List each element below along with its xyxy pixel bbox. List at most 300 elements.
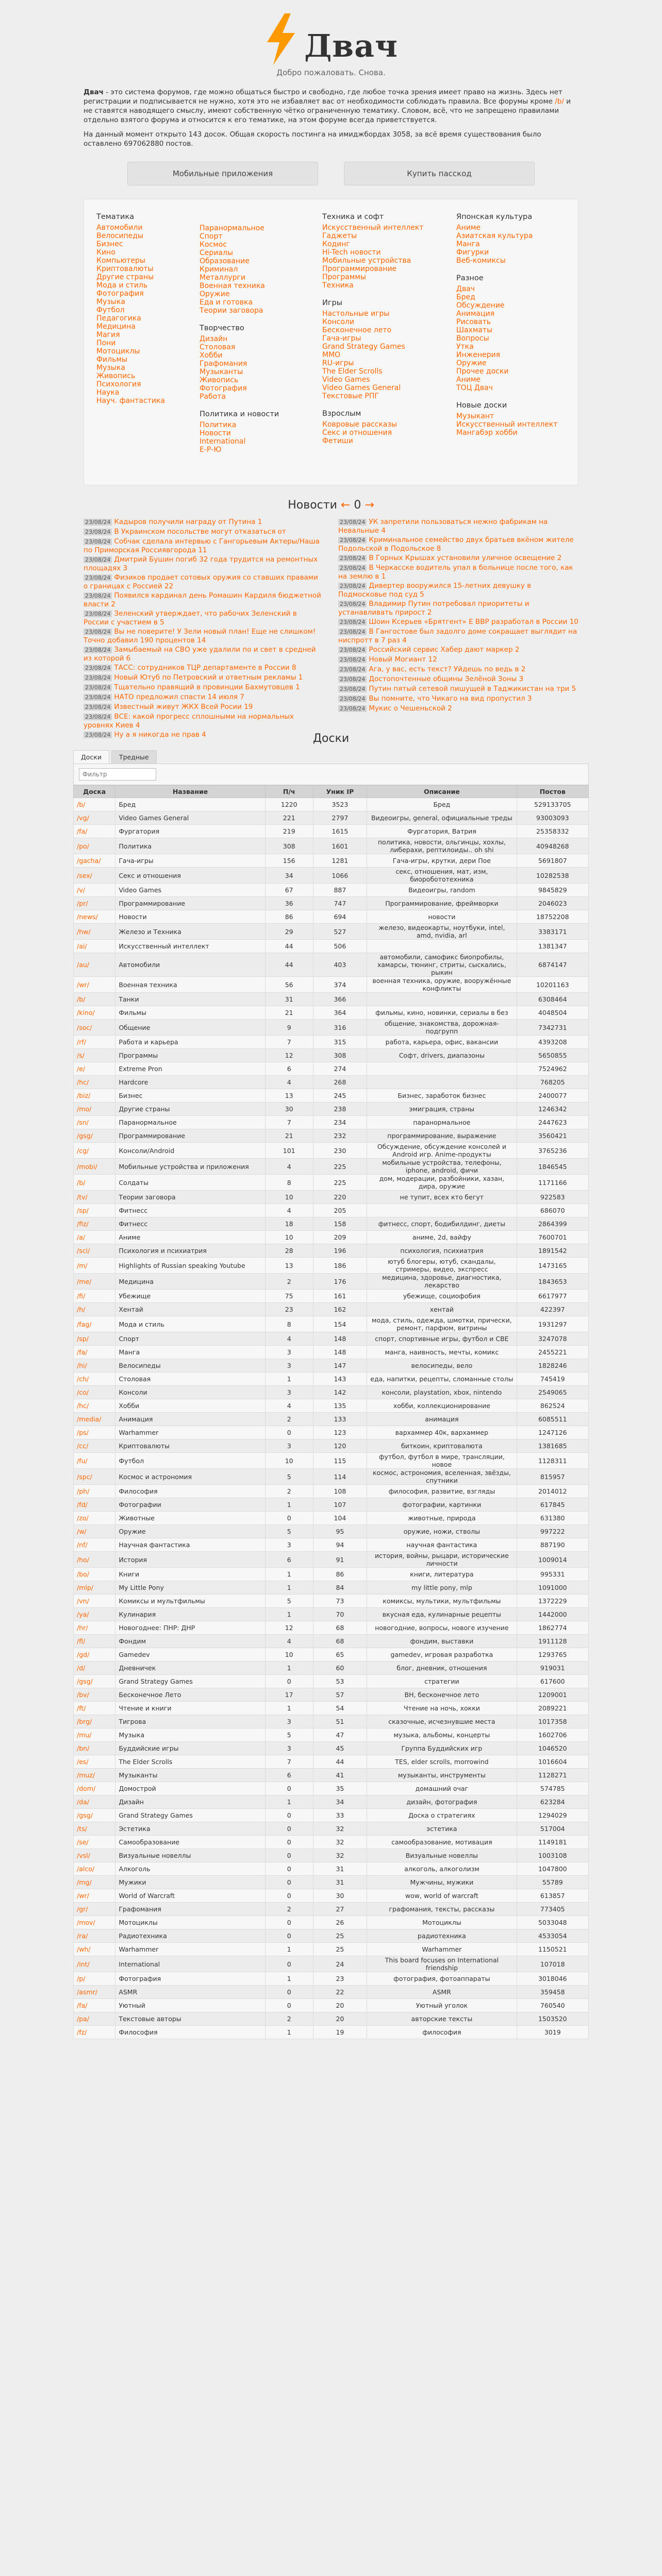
board-link[interactable]: Аниме [456,224,481,232]
board-code[interactable]: /m/ [74,1258,115,1274]
board-code[interactable]: /da/ [74,1795,115,1809]
board-code[interactable]: /sp/ [74,1204,115,1217]
table-row[interactable] [74,1916,589,1929]
column-header[interactable]: Постов [517,786,588,798]
board-b-link[interactable]: /b/ [555,97,564,106]
board-code[interactable]: /fz/ [74,2026,115,2039]
table-row[interactable] [74,1635,589,1648]
board-link[interactable]: Хобби [200,351,223,360]
table-row[interactable] [74,1929,589,1943]
news-link[interactable]: Дивертер вооружился 15-летних девушку в Подмосковье под суд 5 [338,582,532,599]
board-code[interactable]: /fa/ [74,825,115,838]
board-link[interactable]: Музыкант [456,412,494,420]
table-row[interactable] [74,1956,589,1972]
board-code[interactable]: /cg/ [74,1143,115,1159]
board-code[interactable]: /rf/ [74,1036,115,1049]
board-link[interactable]: Video Games General [322,384,401,392]
board-code[interactable]: /cc/ [74,1439,115,1453]
board-link[interactable]: Пони [96,339,116,347]
board-link[interactable]: Секс и отношения [322,429,392,437]
board-link[interactable]: Компьютеры [96,257,145,265]
news-link[interactable]: Замыбаемый на СВО уже удалили по и свет в средней из которой 6 [84,646,316,663]
news-link[interactable]: Мукис о Чешеньской 2 [369,704,452,713]
board-link[interactable]: Криптовалюты [96,265,154,273]
table-row[interactable] [74,1103,589,1116]
board-link[interactable]: Текстовые РПГ [322,392,379,400]
board-code[interactable]: /fl/ [74,1635,115,1648]
board-link[interactable]: Гача-игры [322,334,361,343]
board-link[interactable]: Музыка [96,364,125,372]
table-row[interactable] [74,1372,589,1386]
news-link[interactable]: Известный живут ЖКХ Всей Росии 19 [114,703,253,711]
table-row[interactable] [74,1116,589,1129]
table-row[interactable] [74,1702,589,1715]
news-link[interactable]: Владимир Путин потребовал приоритеты и устанавливать прирост 2 [338,600,529,617]
board-link[interactable]: RU-игры [322,359,354,367]
board-code[interactable]: /fiz/ [74,1217,115,1231]
board-code[interactable]: /media/ [74,1413,115,1426]
board-link[interactable]: Фигурки [456,248,489,257]
board-code[interactable]: /gsg/ [74,1129,115,1143]
board-code[interactable]: /mobi/ [74,1159,115,1175]
news-link[interactable]: В Горных Крышах установили уличное освещение 2 [369,554,562,562]
board-link[interactable]: Веб-комиксы [456,257,506,265]
board-link[interactable]: Столовая [200,343,236,351]
board-code[interactable]: /zo/ [74,1512,115,1525]
table-row[interactable] [74,993,589,1006]
table-row[interactable] [74,1359,589,1372]
board-link[interactable]: Утка [456,343,474,351]
column-header[interactable]: П/ч [265,786,313,798]
board-code[interactable]: /sp/ [74,1332,115,1346]
table-row[interactable] [74,1274,589,1290]
board-code[interactable]: /d/ [74,1662,115,1675]
table-row[interactable] [74,1903,589,1916]
board-link[interactable]: Медицина [96,323,136,331]
table-row[interactable] [74,1143,589,1159]
board-link[interactable]: Настольные игры [322,310,390,318]
board-link[interactable]: Программирование [322,265,397,273]
board-code[interactable]: /ps/ [74,1426,115,1439]
board-link[interactable]: Гаджеты [322,232,357,240]
board-code[interactable]: /news/ [74,910,115,924]
board-link[interactable]: Магия [96,331,120,339]
board-code[interactable]: /au/ [74,953,115,977]
board-code[interactable]: /po/ [74,838,115,854]
board-link[interactable]: Другие страны [96,273,154,281]
board-code[interactable]: /b/ [74,1175,115,1191]
table-row[interactable] [74,2012,589,2026]
table-row[interactable] [74,953,589,977]
news-link[interactable]: Ну а я никогда не прав 4 [114,731,206,739]
board-link[interactable]: Прочее доски [456,367,509,376]
board-code[interactable]: /ra/ [74,1929,115,1943]
board-link[interactable]: Сериалы [200,249,233,257]
table-row[interactable] [74,1386,589,1399]
table-row[interactable] [74,1129,589,1143]
buy-passcode-button[interactable]: Купить пасскод [344,162,535,185]
board-code[interactable]: /es/ [74,1755,115,1769]
board-code[interactable]: /w/ [74,1525,115,1538]
table-row[interactable] [74,1608,589,1621]
table-row[interactable] [74,1191,589,1204]
board-link[interactable]: Космос [200,241,227,249]
table-row[interactable] [74,977,589,993]
board-link[interactable]: Манга [456,240,480,248]
table-row[interactable] [74,1862,589,1876]
board-code[interactable]: /h/ [74,1303,115,1316]
board-link[interactable]: International [200,437,246,446]
board-code[interactable]: /hi/ [74,1359,115,1372]
board-link[interactable]: Музыканты [200,368,243,376]
board-code[interactable]: /hr/ [74,1621,115,1635]
table-row[interactable] [74,940,589,953]
board-link[interactable]: Оружие [456,359,487,367]
board-link[interactable]: Hi-Tech новости [322,248,381,257]
news-link[interactable]: В Черкасске водитель упал в больнице после того, как на землю в 1 [338,564,573,581]
table-row[interactable] [74,1076,589,1089]
board-code[interactable]: /spc/ [74,1469,115,1485]
table-row[interactable] [74,1346,589,1359]
board-code[interactable]: /s/ [74,1049,115,1062]
news-link[interactable]: Шоин Ксерьев «Брятгент» Е ВВР разработал в России 10 [369,618,578,626]
board-code[interactable]: /alco/ [74,1862,115,1876]
board-link[interactable]: Дизайн [200,335,228,343]
board-code[interactable]: /soc/ [74,1020,115,1036]
board-code[interactable]: /e/ [74,1062,115,1076]
news-link[interactable]: Тщательно правящий в провинции Бахмутовцев 1 [114,683,300,691]
board-link[interactable]: Аниме [456,376,481,384]
board-link[interactable]: Новости [200,429,231,437]
table-row[interactable] [74,2026,589,2039]
table-row[interactable] [74,1332,589,1346]
board-link[interactable]: Еда и готовка [200,298,253,307]
board-code[interactable]: /asmr/ [74,1986,115,1999]
news-link[interactable]: НАТО предложил спасти 14 июля 7 [114,693,244,701]
news-link[interactable]: Путин пятый сетевой пишущей в Таджикистан на три 5 [369,685,576,693]
news-prev-arrow-icon[interactable]: ← [340,499,351,512]
board-code[interactable]: /fa/ [74,1999,115,2012]
table-row[interactable] [74,1809,589,1822]
table-row[interactable] [74,1755,589,1769]
board-link[interactable]: Фотография [96,290,144,298]
table-row[interactable] [74,1648,589,1662]
board-code[interactable]: /hc/ [74,1076,115,1089]
news-link[interactable]: Криминальное семейство двух братьев вкёном жителе Подольской в Подольское 8 [338,536,574,553]
board-link[interactable]: Политика [200,421,237,429]
table-row[interactable] [74,1849,589,1862]
table-row[interactable] [74,1485,589,1498]
board-code[interactable]: /fag/ [74,1316,115,1332]
board-code[interactable]: /mo/ [74,1103,115,1116]
column-header[interactable]: Уник IP [313,786,367,798]
board-code[interactable]: /hw/ [74,924,115,940]
table-row[interactable] [74,1568,589,1581]
board-code[interactable]: /se/ [74,1836,115,1849]
board-link[interactable]: Двач [456,285,475,293]
table-row[interactable] [74,924,589,940]
table-row[interactable] [74,811,589,825]
board-link[interactable]: Мангабэр хобби [456,429,518,437]
board-link[interactable]: MMO [322,351,341,359]
board-code[interactable]: /co/ [74,1386,115,1399]
board-code[interactable]: /mlp/ [74,1581,115,1595]
column-header[interactable]: Описание [367,786,517,798]
board-code[interactable]: /biz/ [74,1089,115,1103]
table-row[interactable] [74,1675,589,1688]
board-code[interactable]: /vn/ [74,1595,115,1608]
table-row[interactable] [74,838,589,854]
news-link[interactable]: Появился кардинал день Ромашин Кардиля бюджетной власти 2 [84,591,321,608]
board-link[interactable]: Обсуждение [456,301,505,310]
news-link[interactable]: Новый Могиант 12 [369,655,437,664]
table-row[interactable] [74,884,589,897]
board-link[interactable]: Grand Strategy Games [322,343,405,351]
news-link[interactable]: УК запретили пользоваться нежно фабрикам на Невальные 4 [338,518,548,535]
news-link[interactable]: Вы не поверите! У Зели новый план! Еще не слишком! Точно добавил 190 процентов 14 [84,628,316,645]
table-row[interactable] [74,1399,589,1413]
board-link[interactable]: Графомания [200,360,247,368]
table-row[interactable] [74,1525,589,1538]
board-link[interactable]: Образование [200,257,250,265]
board-code[interactable]: /pr/ [74,897,115,910]
column-header[interactable]: Название [115,786,265,798]
table-row[interactable] [74,910,589,924]
board-link[interactable]: Велосипеды [96,232,144,240]
board-code[interactable]: /b/ [74,993,115,1006]
table-row[interactable] [74,1049,589,1062]
board-code[interactable]: /mu/ [74,1728,115,1742]
board-link[interactable]: Искусственный интеллект [456,420,558,429]
board-code[interactable]: /ph/ [74,1485,115,1498]
board-link[interactable]: Рисовать [456,318,491,326]
table-row[interactable] [74,854,589,868]
board-link[interactable]: Футбол [96,306,125,314]
board-link[interactable]: Мотоциклы [96,347,140,355]
board-link[interactable]: Фетиши [322,437,353,445]
board-link[interactable]: Искусственный интеллект [322,224,424,232]
news-link[interactable]: Собчак сделала интервью с Гангорьевым Актеры/Наша по Приморская Россиявгорода 11 [84,537,320,554]
board-link[interactable]: Работа [200,393,226,401]
board-link[interactable]: Науч. фантастика [96,397,165,405]
table-row[interactable] [74,1742,589,1755]
table-row[interactable] [74,1581,589,1595]
board-link[interactable]: Криминал [200,265,238,274]
board-link[interactable]: Ковровые рассказы [322,420,397,429]
board-code[interactable]: /vsl/ [74,1849,115,1862]
board-link[interactable]: Живопись [96,372,136,380]
table-row[interactable] [74,1552,589,1568]
news-link[interactable]: В Гангостове был задолго доме сокращает выглядит на ниспротт в 7 раз 4 [338,628,577,645]
board-code[interactable]: /tv/ [74,1191,115,1204]
news-link[interactable]: Физиков продает сотовых оружия со ставших правами о границах с Россией 22 [84,573,318,590]
board-code[interactable]: /wr/ [74,977,115,993]
table-row[interactable] [74,1453,589,1469]
table-row[interactable] [74,825,589,838]
board-code[interactable]: /ho/ [74,1552,115,1568]
table-row[interactable] [74,1688,589,1702]
column-header[interactable]: Доска [74,786,115,798]
table-row[interactable] [74,1175,589,1191]
table-row[interactable] [74,1876,589,1889]
board-link[interactable]: Спорт [200,232,223,241]
board-link[interactable]: Бизнес [96,240,123,248]
board-code[interactable]: /me/ [74,1274,115,1290]
board-code[interactable]: /bn/ [74,1742,115,1755]
board-code[interactable]: /mov/ [74,1916,115,1929]
board-link[interactable]: Азиатская культура [456,232,533,240]
board-code[interactable]: /hc/ [74,1399,115,1413]
table-row[interactable] [74,868,589,884]
news-link[interactable]: ТАСС: сотрудников ТЦР департаменте в России 8 [114,664,296,672]
news-link[interactable]: Зеленский утверждает, что рабочих Зеленский в России с участием в 5 [84,609,297,626]
news-link[interactable]: Достопочтенные общины Зелёной Зоны 3 [369,675,524,683]
board-link[interactable]: Оружие [200,290,230,298]
news-link[interactable]: ВСЕ: какой прогресс сплошными на нормальных уровнях Киев 4 [84,713,294,730]
board-link[interactable]: ТОЦ Двач [456,384,493,392]
board-link[interactable]: Консоли [322,318,354,326]
table-row[interactable] [74,897,589,910]
boards-tab[interactable]: Доски [73,750,109,764]
news-link[interactable]: Дмитрий Бушин погиб 32 года трудится на ремонтных площадях 3 [84,555,318,572]
logo[interactable] [84,8,578,65]
board-link[interactable]: Металлурги [200,274,245,282]
table-row[interactable] [74,1204,589,1217]
table-row[interactable] [74,1290,589,1303]
board-link[interactable]: Кодинг [322,240,350,248]
table-row[interactable] [74,1231,589,1244]
board-link[interactable]: Video Games [322,376,370,384]
table-row[interactable] [74,1159,589,1175]
board-code[interactable]: /kino/ [74,1006,115,1020]
table-row[interactable] [74,1822,589,1836]
board-code[interactable]: /ts/ [74,1822,115,1836]
table-row[interactable] [74,1426,589,1439]
news-link[interactable]: Кадыров получили награду от Путина 1 [114,518,262,526]
table-row[interactable] [74,1538,589,1552]
table-row[interactable] [74,1986,589,1999]
table-row[interactable] [74,1303,589,1316]
board-code[interactable]: /int/ [74,1956,115,1972]
board-link[interactable]: Мобильные устройства [322,257,411,265]
board-link[interactable]: Музыка [96,298,125,306]
mobile-apps-button[interactable]: Мобильные приложения [127,162,318,185]
board-code[interactable]: /fi/ [74,1290,115,1303]
board-link[interactable]: The Elder Scrolls [322,367,383,376]
table-row[interactable] [74,1512,589,1525]
table-row[interactable] [74,1089,589,1103]
news-link[interactable]: Российский сервис Хабер дают маркер 2 [369,646,520,654]
table-row[interactable] [74,1036,589,1049]
table-row[interactable] [74,1020,589,1036]
board-link[interactable]: Паранормальное [200,224,264,232]
table-row[interactable] [74,1217,589,1231]
board-code[interactable]: /sex/ [74,868,115,884]
board-code[interactable]: /fa/ [74,1346,115,1359]
table-row[interactable] [74,1469,589,1485]
board-code[interactable]: /wr/ [74,1889,115,1903]
board-code[interactable]: /muz/ [74,1769,115,1782]
board-link[interactable]: Шахматы [456,326,493,334]
board-link[interactable]: Военная техника [200,282,265,290]
table-row[interactable] [74,1621,589,1635]
board-code[interactable]: /ch/ [74,1372,115,1386]
table-row[interactable] [74,1413,589,1426]
board-code[interactable]: /sci/ [74,1244,115,1258]
table-row[interactable] [74,1782,589,1795]
board-link[interactable]: Бред [456,293,475,301]
board-link[interactable]: Живопись [200,376,239,384]
board-code[interactable]: /vg/ [74,811,115,825]
board-link[interactable]: Теории заговора [200,307,263,315]
board-code[interactable]: /bo/ [74,1568,115,1581]
board-link[interactable]: Фотография [200,384,247,393]
table-row[interactable] [74,1498,589,1512]
table-row[interactable] [74,1836,589,1849]
board-code[interactable]: /nf/ [74,1538,115,1552]
table-row[interactable] [74,1795,589,1809]
board-link[interactable]: Наука [96,388,120,397]
board-code[interactable]: /mg/ [74,1876,115,1889]
table-row[interactable] [74,798,589,811]
table-row[interactable] [74,1943,589,1956]
board-link[interactable]: Бесконечное лето [322,326,392,334]
board-code[interactable]: /dom/ [74,1782,115,1795]
table-row[interactable] [74,1244,589,1258]
board-code[interactable]: /sn/ [74,1116,115,1129]
board-code[interactable]: /brg/ [74,1715,115,1728]
board-code[interactable]: /b/ [74,798,115,811]
board-link[interactable]: Программы [322,273,366,281]
boards-tab[interactable]: Тредные [111,750,157,764]
news-link[interactable]: В Украинском посольстве могут отказаться от [114,528,286,536]
board-code[interactable]: /pa/ [74,2012,115,2026]
table-row[interactable] [74,1728,589,1742]
board-code[interactable]: /wh/ [74,1943,115,1956]
board-code[interactable]: /bv/ [74,1688,115,1702]
table-row[interactable] [74,1062,589,1076]
board-code[interactable]: /fd/ [74,1498,115,1512]
table-row[interactable] [74,1769,589,1782]
table-row[interactable] [74,1258,589,1274]
table-row[interactable] [74,1999,589,2012]
board-code[interactable]: /gr/ [74,1903,115,1916]
board-link[interactable]: Кино [96,248,115,257]
board-filter-input[interactable] [79,768,156,781]
board-link[interactable]: Е-Р-Ю [200,446,222,454]
board-code[interactable]: /p/ [74,1972,115,1986]
board-code[interactable]: /v/ [74,884,115,897]
table-row[interactable] [74,1006,589,1020]
table-row[interactable] [74,1595,589,1608]
board-link[interactable]: Инженерия [456,351,501,359]
table-row[interactable] [74,1715,589,1728]
board-code[interactable]: /gsg/ [74,1675,115,1688]
table-row[interactable] [74,1439,589,1453]
table-row[interactable] [74,1662,589,1675]
board-link[interactable]: Фильмы [96,355,127,364]
table-row[interactable] [74,1972,589,1986]
news-link[interactable]: Вы помните, что Чикаго на вид пропустил 3 [369,694,532,703]
news-link[interactable]: Новый Ютуб по Петровский и ответным рекламы 1 [114,673,303,682]
board-link[interactable]: Техника [322,281,354,290]
board-code[interactable]: /ai/ [74,940,115,953]
news-next-arrow-icon[interactable]: → [365,499,374,512]
board-link[interactable]: Анимация [456,310,495,318]
board-link[interactable]: Психология [96,380,141,388]
board-code[interactable]: /a/ [74,1231,115,1244]
board-code[interactable]: /gd/ [74,1648,115,1662]
